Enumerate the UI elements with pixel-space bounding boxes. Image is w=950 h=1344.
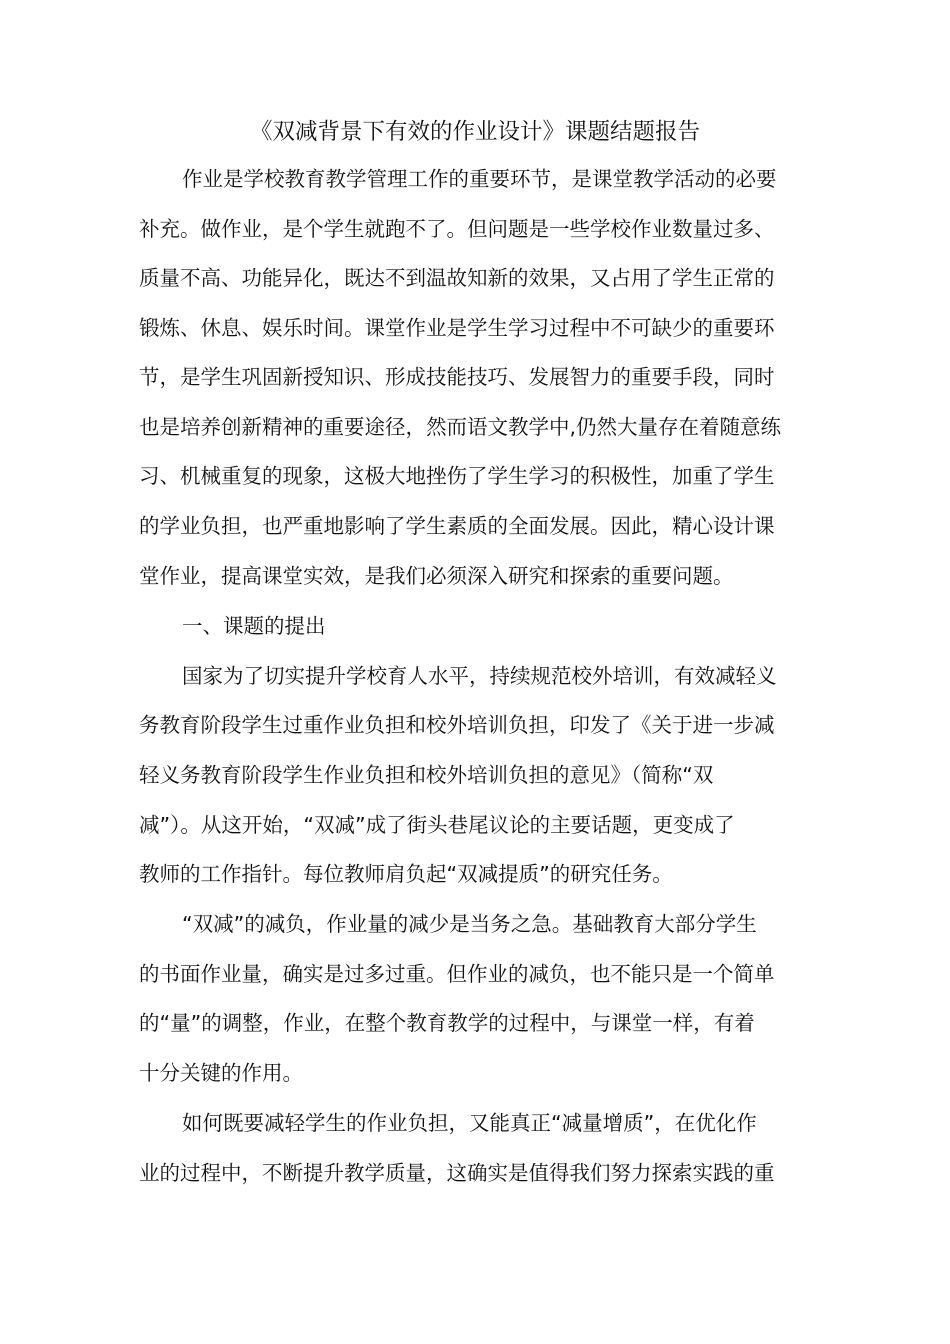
document-title: 《双减背景下有效的作业设计》课题结题报告	[249, 119, 700, 145]
text-line: 如何既要减轻学生的作业负担，又能真正“减量增质”，在优化作	[182, 1111, 757, 1135]
text-line: 补充。做作业，是个学生就跑不了。但问题是一些学校作业数量过多、	[139, 217, 775, 241]
text-line: 国家为了切实提升学校育人水平，持续规范校外培训，有效减轻义	[182, 664, 777, 688]
text-line: 的书面作业量，确实是过多过重。但作业的减负，也不能只是一个简单	[139, 962, 775, 986]
text-line: 习、机械重复的现象，这极大地挫伤了学生学习的积极性，加重了学生	[139, 464, 775, 488]
text-line: 十分关键的作用。	[139, 1061, 303, 1085]
text-line: 作业是学校教育教学管理工作的重要环节，是课堂教学活动的必要	[182, 167, 777, 191]
section-heading: 一、课题的提出	[182, 614, 326, 638]
text-line: 务教育阶段学生过重作业负担和校外培训负担，印发了《关于进一步减	[139, 713, 775, 737]
text-line: 锻炼、休息、娱乐时间。课堂作业是学生学习过程中不可缺少的重要环	[139, 316, 775, 340]
text-line: 业的过程中，不断提升教学质量，这确实是值得我们努力探索实践的重	[139, 1161, 775, 1185]
text-line: 教师的工作指针。每位教师肩负起“双减提质”的研究任务。	[139, 862, 673, 886]
text-line: 的学业负担，也严重地影响了学生素质的全面发展。因此，精心设计课	[139, 514, 775, 538]
text-line: 质量不高、功能异化，既达不到温故知新的效果，又占用了学生正常的	[139, 266, 775, 290]
text-line: “双减”的减负，作业量的减少是当务之急。基础教育大部分学生	[182, 912, 757, 936]
text-line: 堂作业，提高课堂实效，是我们必须深入研究和探索的重要问题。	[139, 564, 734, 588]
text-line: 也是培养创新精神的重要途径，然而语文教学中,仍然大量存在着随意练	[139, 415, 782, 439]
text-line: 节，是学生巩固新授知识、形成技能技巧、发展智力的重要手段，同时	[139, 365, 775, 389]
text-line: 轻义务教育阶段学生作业负担和校外培训负担的意见》（简称“双	[139, 763, 714, 787]
text-line: 的“量”的调整，作业，在整个教育教学的过程中，与课堂一样，有着	[139, 1011, 755, 1035]
text-line: 减”）。从这开始，“双减”成了街头巷尾议论的主要话题，更变成了	[139, 813, 735, 837]
